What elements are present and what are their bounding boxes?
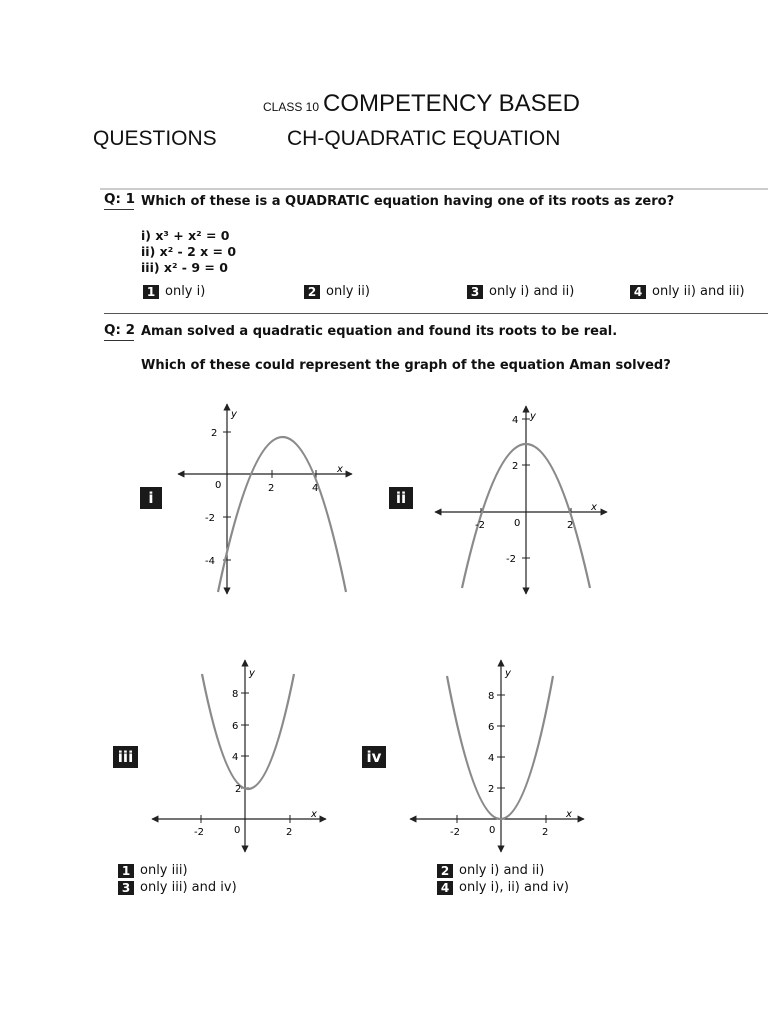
option-number: 1 (118, 864, 134, 878)
graph-i-tick: 2 (211, 428, 218, 439)
option-text: only ii) (326, 284, 370, 299)
q2-subtext: Which of these could represent the graph of the equation Aman solved? (141, 358, 671, 373)
page-subtitle-right: CH-QUADRATIC EQUATION (287, 127, 561, 150)
q1-statement-2: ii) x² - 2 x = 0 (141, 244, 237, 259)
q1-statement-3: iii) x² - 9 = 0 (141, 260, 228, 275)
graph-i-tick: 4 (312, 483, 319, 494)
graph-ii-xlabel: x (591, 502, 597, 513)
page-subtitle-left: QUESTIONS (93, 127, 217, 150)
graph-i-ylabel: y (231, 409, 237, 420)
graph-iv (410, 660, 584, 852)
graph-iii-tick: 2 (235, 784, 242, 795)
q1-label: Q: 1 (104, 191, 135, 207)
graph-iv-tick: 2 (488, 784, 495, 795)
option-text: only iii) (140, 863, 188, 878)
option-number: 3 (118, 881, 134, 895)
option-number: 4 (437, 881, 453, 895)
graph-iv-tick: 0 (489, 825, 496, 836)
graph-ii-tick: -2 (475, 520, 485, 531)
graph-ii-tick: -2 (506, 554, 516, 565)
graph-tag-iv: iv (362, 746, 386, 768)
option-number: 1 (143, 285, 159, 299)
q1-statement-1: i) x³ + x² = 0 (141, 228, 230, 243)
q2-option-4[interactable] (437, 880, 569, 895)
graph-iii-tick: 2 (286, 827, 293, 838)
option-number: 2 (437, 864, 453, 878)
option-text: only ii) and iii) (652, 284, 745, 299)
graph-i-tick: -4 (205, 556, 215, 567)
graph-ii-tick: 4 (512, 415, 519, 426)
graph-ii-tick: 2 (512, 461, 519, 472)
graph-iv-tick: -2 (450, 827, 460, 838)
option-number: 2 (304, 285, 320, 299)
graph-ii-tick: 2 (567, 520, 574, 531)
option-text: only i) and ii) (489, 284, 575, 299)
graph-tag-iii: iii (113, 746, 138, 768)
graph-i-tick: 2 (268, 483, 275, 494)
q1-text: Which of these is a QUADRATIC equation having one of its roots as zero? (141, 194, 675, 209)
class-label: CLASS 10 (263, 100, 320, 114)
graph-iii-tick: 0 (234, 825, 241, 836)
graph-iv-tick: 4 (488, 753, 495, 764)
q2-option-1[interactable] (118, 863, 188, 878)
option-text: only iii) and iv) (140, 880, 237, 895)
graph-tag-i: i (140, 487, 162, 509)
page-title: COMPETENCY BASED (323, 90, 580, 117)
graph-iv-tick: 8 (488, 691, 495, 702)
option-text: only i) (165, 284, 206, 299)
graph-iv-tick: 6 (488, 722, 495, 733)
graph-tag-ii: ii (389, 487, 413, 509)
graph-i-tick: 0 (215, 480, 222, 491)
q2-option-3[interactable] (118, 880, 237, 895)
graph-iii-ylabel: y (249, 668, 255, 679)
graph-ii-ylabel: y (530, 411, 536, 422)
graph-ii (435, 406, 607, 594)
graph-iii-tick: 6 (232, 721, 239, 732)
graph-ii-tick: 0 (514, 518, 521, 529)
graph-iii (152, 660, 326, 852)
graph-iii-tick: -2 (194, 827, 204, 838)
graph-iv-tick: 2 (542, 827, 549, 838)
option-number: 4 (630, 285, 646, 299)
graph-iv-xlabel: x (566, 809, 572, 820)
q2-text: Aman solved a quadratic equation and found its roots to be real. (141, 324, 618, 339)
graph-i-xlabel: x (337, 464, 343, 475)
option-text: only i), ii) and iv) (459, 880, 569, 895)
q2-option-2[interactable] (437, 863, 544, 878)
q2-label: Q: 2 (104, 322, 135, 338)
graph-iv-ylabel: y (505, 668, 511, 679)
graph-i (178, 404, 352, 594)
graph-iii-tick: 8 (232, 689, 239, 700)
graph-iii-tick: 4 (232, 752, 239, 763)
graph-iii-xlabel: x (311, 809, 317, 820)
option-number: 3 (467, 285, 483, 299)
graph-i-tick: -2 (205, 513, 215, 524)
option-text: only i) and ii) (459, 863, 545, 878)
